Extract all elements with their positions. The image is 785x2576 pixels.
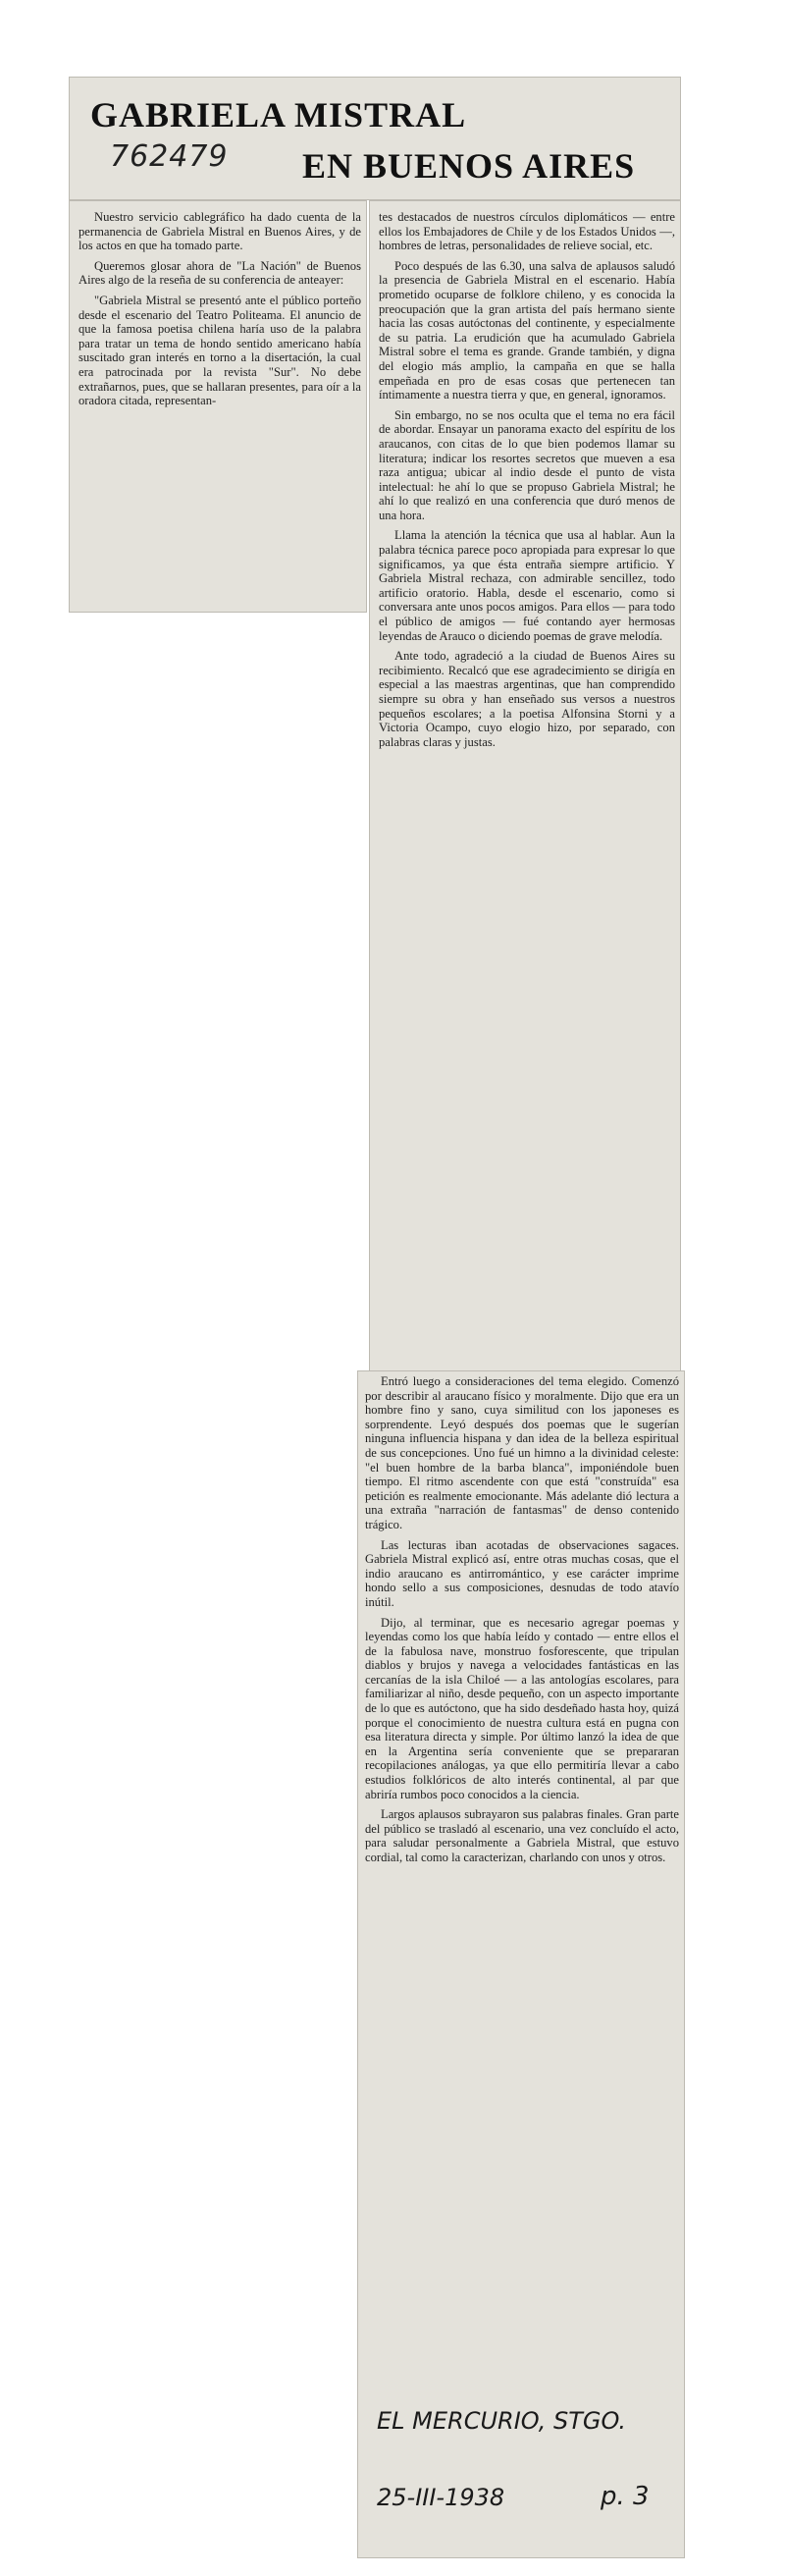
paragraph: tes destacados de nuestros círculos diplomáticos — entre ellos los Embajadores de Chile y de los Estados Unidos —, hombres de letras, personalidades de relieve social, etc. bbox=[379, 210, 675, 253]
article-column-left bbox=[78, 210, 361, 605]
paragraph: Nuestro servicio cablegráfico ha dado cuenta de la permanencia de Gabriela Mistral en Buenos Aires, y de los actos en que ha tomado parte. bbox=[78, 210, 361, 253]
headline-line-2: EN BUENOS AIRES bbox=[302, 146, 636, 186]
paragraph: Sin embargo, no se nos oculta que el tema no era fácil de abordar. Ensayar un panorama exacto del espíritu de los araucanos, con citas de lo que bien podemos llamar su literatura; indicar los resortes secretos que mueven a esa raza antigua; ubicar al indio desde el punto de vista intelectual: he ahí lo que se propuso Gabriela Mistral; he ahí lo que realizó en una conferencia que duró menos de una hora. bbox=[379, 407, 675, 522]
paragraph: Dijo, al terminar, que es necesario agregar poemas y leyendas como los que había leído y contado — entre ellos el de la fabulosa nave, monstruo fosforescente, que tripulan diablos y brujos y navega a velocidades fantásticas en las cercanías de la isla Chiloé — a las antologías escolares, para familiarizar al niño, desde pequeño, con un aspecto importante de lo que es autóctono, que ha sido desdeñado hasta hoy, quizá porque el conocimiento de nuestra cultura está en pugna con esa literatura directa y simple. Por último lanzó la idea de que en la Argentina sería conveniente que se prepararan recopilaciones análogas, ya que ello permitiría llevar a cabo estudios folklóricos de alto interés continental, al par que abriría rumbos poco conocidos a la ciencia. bbox=[365, 1615, 679, 1801]
handwritten-page-note: p. 3 bbox=[601, 2482, 650, 2511]
paragraph: Queremos glosar ahora de "La Nación" de Buenos Aires algo de la reseña de su conferencia de anteayer: bbox=[78, 258, 361, 288]
paragraph: "Gabriela Mistral se presentó ante el público porteño desde el escenario del Teatro Politeama. El anuncio de que la famosa poetisa chilena haría uso de la palabra para tratar un tema de hondo sentido americano había suscitado gran interés en torno a la disertación, la cual era patrocinada por la revista "Sur". No debe extrañarnos, pues, que se hallaran presentes, para oír a la oradora citada, representan- bbox=[78, 293, 361, 408]
article-column-continuation bbox=[365, 1374, 679, 2415]
paragraph: Llama la atención la técnica que usa al hablar. Aun la palabra técnica parece poco apropiada para expresar lo que significamos, ya que ésta entraña siempre artificio. Y Gabriela Mistral rechaza, con admirable sencillez, todo artificio oratorio. Habla, desde el escenario, como si conversara ante unos pocos amigos. Para ellos — para todo el público de amigos — fué contando ayer hermosas leyendas de Arauco o diciendo poemas de grave melodía. bbox=[379, 528, 675, 643]
article-column-right bbox=[379, 210, 675, 1370]
paragraph: Las lecturas iban acotadas de observaciones sagaces. Gabriela Mistral explicó así, entre otras muchas cosas, que el indio araucano es antirromántico, y ese carácter imprime hondo sello a sus composiciones, desnudas de todo atavío inútil. bbox=[365, 1537, 679, 1609]
handwritten-date-note: 25-III-1938 bbox=[377, 2484, 505, 2511]
paragraph: Poco después de las 6.30, una salva de aplausos saludó la presencia de Gabriela Mistral en el escenario. Había prometido ocuparse de folklore chileno, y es conocida la preocupación que la gran artista del país hermano siente hacia las cosas autóctonas del continente, y especialmente de su patria. La erudición que ha acumulado Gabriela Mistral sobre el tema es grande. Grande también, y digna del elogio más amplio, la campaña en que se halla empeñada en pro de esas cosas que pertenecen tan íntimamente a nuestra tierra y que, en general, ignoramos. bbox=[379, 258, 675, 402]
handwritten-catalog-number: 762479 bbox=[110, 139, 229, 174]
handwritten-source-note: EL MERCURIO, STGO. bbox=[377, 2407, 627, 2435]
headline-line-1: GABRIELA MISTRAL bbox=[90, 95, 467, 134]
paragraph: Largos aplausos subrayaron sus palabras finales. Gran parte del público se trasladó al escenario, una vez concluído el acto, para saludar personalmente a Gabriela Mistral, que estuvo cordial, tal como la caracterizan, charlando con unos y otros. bbox=[365, 1807, 679, 1864]
paragraph: Entró luego a consideraciones del tema elegido. Comenzó por describir al araucano físico y moralmente. Dijo que era un hombre fino y sano, cuya similitud con los japoneses es sorprendente. Leyó después dos poemas que le sugerían ninguna influencia hispana y dan idea de la belleza espiritual de sus concepciones. Uno fué un himno a la divinidad celeste: "el buen hombre de la barba blanca", imponiéndole buen tiempo. El ritmo ascendente con que está "construída" esa petición es realmente emocionante. Más adelante dió lectura a una extraña "narración de fantasmas" de denso contenido trágico. bbox=[365, 1374, 679, 1531]
paragraph: Ante todo, agradeció a la ciudad de Buenos Aires su recibimiento. Recalcó que ese agradecimiento se dirigía en especial a las maestras argentinas, que han comprendido siempre su obra y han enseñado sus versos a nuestros pequeños escolares; a la poetisa Alfonsina Storni y a Victoria Ocampo, cuyo elogio hizo, por separado, con palabras claras y justas. bbox=[379, 649, 675, 749]
